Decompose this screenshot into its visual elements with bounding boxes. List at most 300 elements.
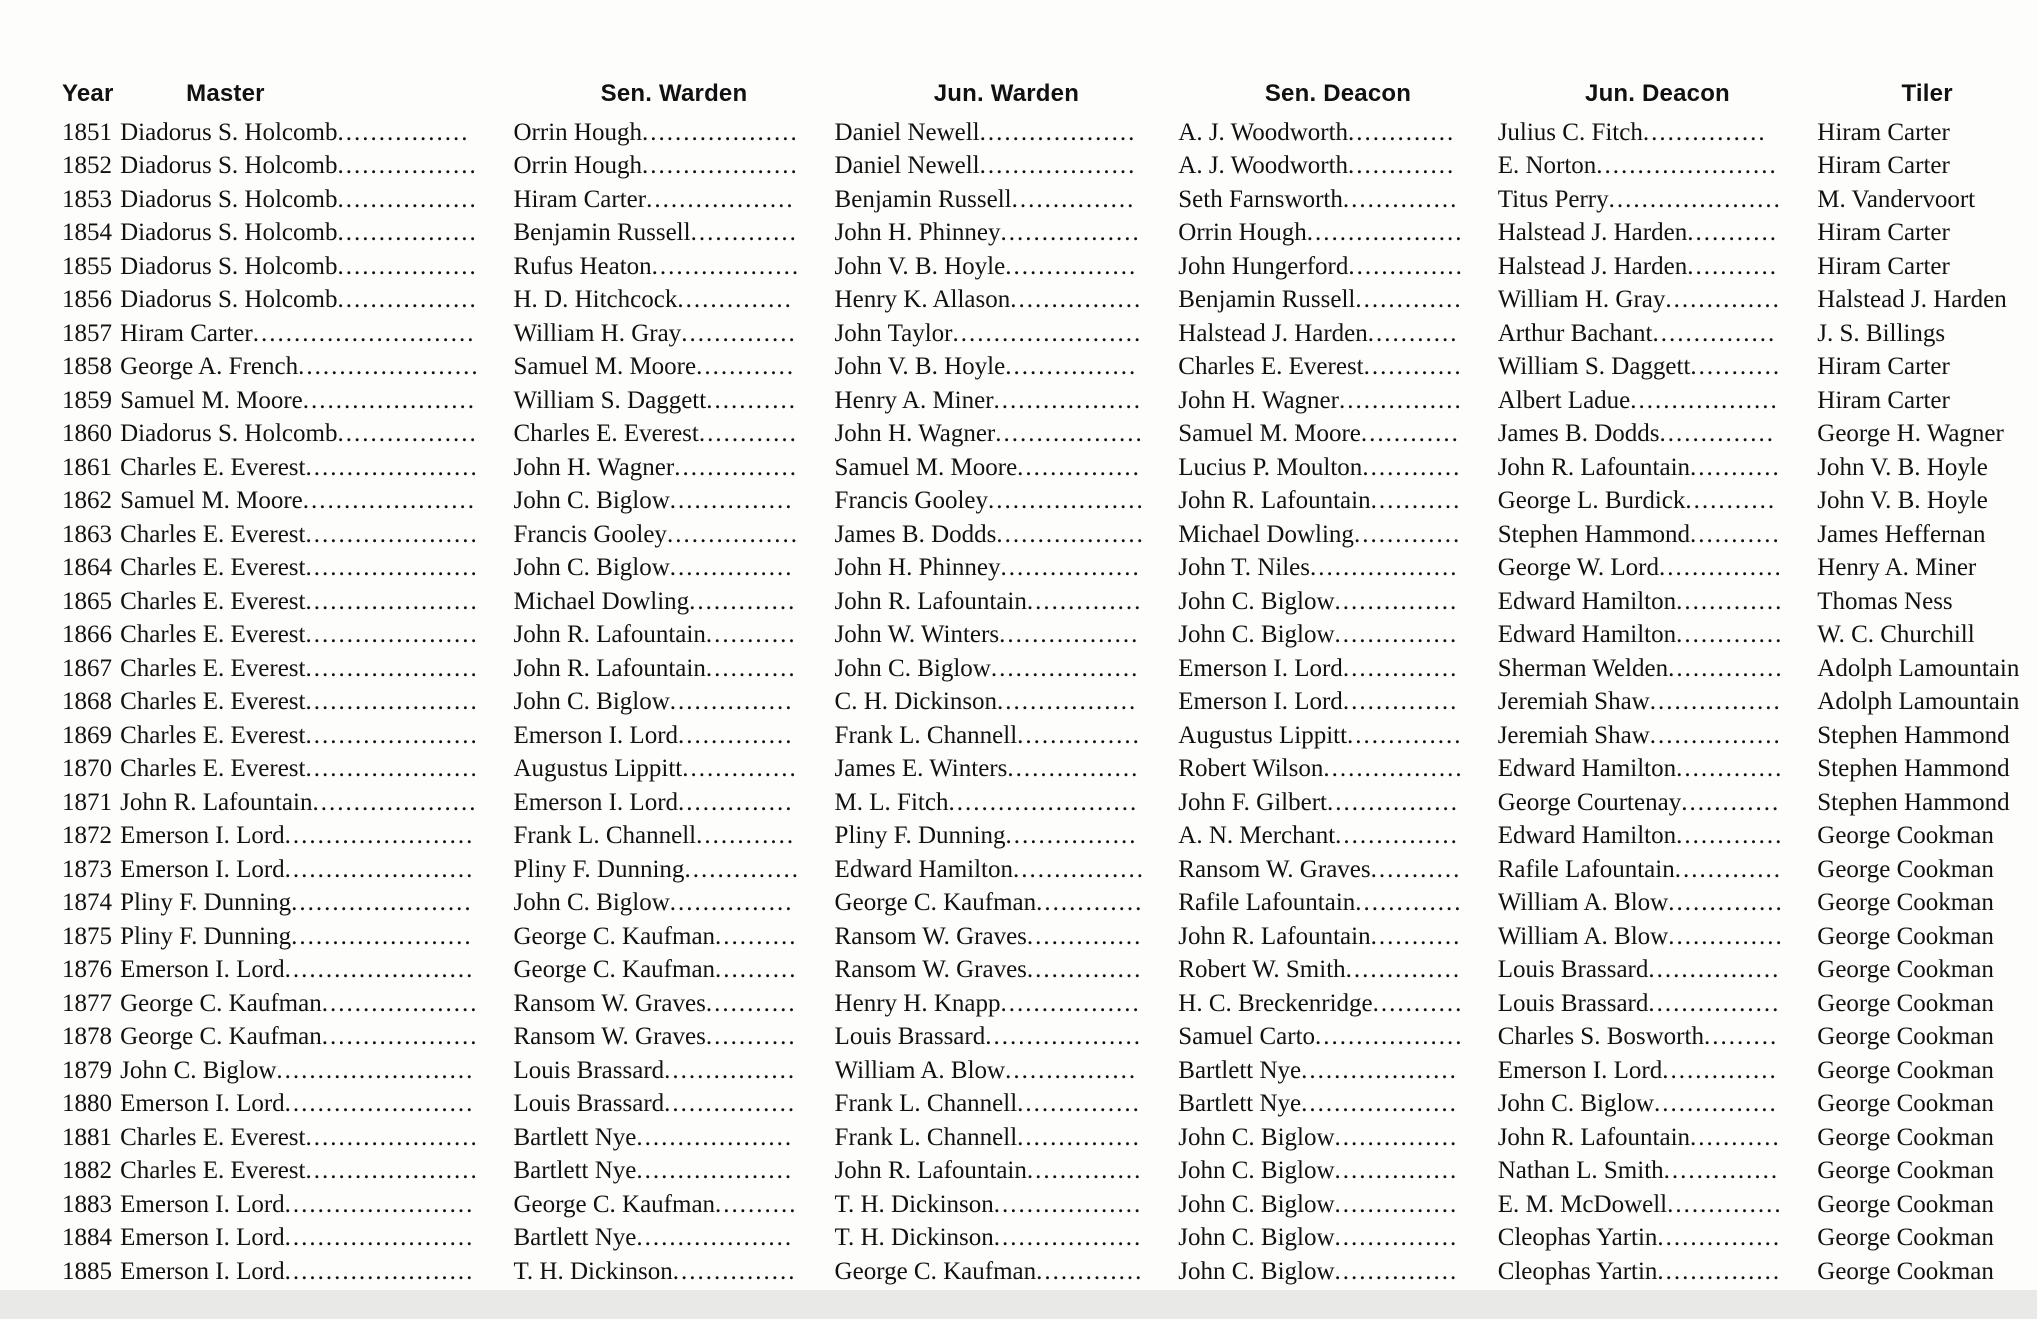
year-cell: 1871 xyxy=(62,788,112,816)
master-name: Charles E. Everest xyxy=(120,654,306,682)
master-cell xyxy=(120,1088,513,1122)
jun-warden-cell xyxy=(835,552,1179,586)
table-row xyxy=(62,351,2037,385)
table-row xyxy=(62,753,2037,787)
dot-leader: ................ xyxy=(1005,822,1138,850)
dot-leader: ................. xyxy=(1000,554,1141,582)
dot-leader: ..................... xyxy=(305,755,479,783)
jun-deacon-name: Cleophas Yartin xyxy=(1497,1224,1658,1252)
master-cell xyxy=(120,217,513,251)
dot-leader: ................. xyxy=(997,688,1138,716)
dot-leader: .................. xyxy=(1309,554,1459,582)
year-cell: 1867 xyxy=(62,654,112,682)
jun-deacon-cell xyxy=(1498,585,1818,619)
sen-warden-name: John C. Biglow xyxy=(513,688,670,716)
jun-deacon-cell xyxy=(1498,686,1818,720)
dot-leader: .............. xyxy=(1342,185,1459,213)
jun-warden-cell xyxy=(835,585,1179,619)
year-cell: 1852 xyxy=(62,152,112,180)
dot-leader: ............... xyxy=(672,1257,797,1285)
jun-deacon-cell xyxy=(1498,217,1818,251)
master-cell xyxy=(120,1155,513,1189)
jun-deacon-name: Edward Hamilton xyxy=(1497,621,1677,649)
jun-warden-cell xyxy=(835,753,1179,787)
jun-deacon-name: Titus Perry xyxy=(1497,185,1609,213)
dot-leader: ............... xyxy=(1334,587,1459,615)
tiler-cell: George Cookman xyxy=(1817,1056,1994,1084)
table-row xyxy=(62,786,2037,820)
dot-leader: .................. xyxy=(995,420,1144,448)
table-row xyxy=(62,284,2037,318)
dot-leader: ..................... xyxy=(305,520,479,548)
sen-warden-cell xyxy=(513,1021,834,1055)
jun-warden-cell xyxy=(835,619,1179,653)
jun-warden-name: John Taylor xyxy=(834,319,953,347)
dot-leader: ............... xyxy=(1338,386,1463,414)
year-cell: 1853 xyxy=(62,185,112,213)
master-cell xyxy=(120,987,513,1021)
jun-warden-cell xyxy=(835,384,1179,418)
tiler-cell: Hiram Carter xyxy=(1817,152,1950,180)
year-cell: 1851 xyxy=(62,118,112,146)
sen-warden-cell xyxy=(513,351,834,385)
jun-deacon-name: John R. Lafountain xyxy=(1497,453,1691,481)
sen-warden-cell xyxy=(513,317,834,351)
dot-leader: ..................... xyxy=(305,554,479,582)
master-name: Hiram Carter xyxy=(120,319,253,347)
jun-warden-cell xyxy=(835,485,1179,519)
jun-warden-name: James E. Winters xyxy=(834,755,1008,783)
table-row xyxy=(62,920,2037,954)
sen-deacon-name: Michael Dowling xyxy=(1178,520,1354,548)
jun-warden-name: William A. Blow xyxy=(834,1056,1006,1084)
sen-deacon-cell xyxy=(1178,384,1497,418)
sen-warden-name: William H. Gray xyxy=(513,319,682,347)
jun-deacon-name: E. M. McDowell xyxy=(1497,1190,1668,1218)
year-cell: 1878 xyxy=(62,1023,112,1051)
dot-leader: ............... xyxy=(669,889,794,917)
dot-leader: ............... xyxy=(669,688,794,716)
dot-leader: .................. xyxy=(993,1224,1143,1252)
dot-leader: ........... xyxy=(705,989,797,1017)
tiler-cell: Hiram Carter xyxy=(1817,118,1950,146)
jun-deacon-name: E. Norton xyxy=(1497,152,1597,180)
jun-warden-cell xyxy=(835,351,1179,385)
tiler-cell: George H. Wagner xyxy=(1817,420,2004,448)
dot-leader: ........... xyxy=(1685,487,1777,515)
table-row xyxy=(62,887,2037,921)
dot-leader: ............. xyxy=(1348,118,1456,146)
dot-leader: ............ xyxy=(698,420,798,448)
dot-leader: ............... xyxy=(1334,1123,1459,1151)
dot-leader: ............... xyxy=(1334,1257,1459,1285)
dot-leader: ................... xyxy=(1301,1090,1458,1118)
jun-deacon-name: George W. Lord xyxy=(1497,554,1660,582)
tiler-cell: Henry A. Miner xyxy=(1817,554,1977,582)
tiler-cell: Hiram Carter xyxy=(1817,353,1950,381)
sen-deacon-name: Rafile Lafountain xyxy=(1178,889,1356,917)
table-row xyxy=(62,719,2037,753)
jun-warden-name: Ransom W. Graves xyxy=(834,956,1027,984)
dot-leader: .............. xyxy=(1667,1190,1783,1218)
sen-warden-cell xyxy=(513,686,834,720)
sen-deacon-name: Samuel M. Moore xyxy=(1178,420,1361,448)
sen-deacon-cell xyxy=(1178,183,1497,217)
sen-warden-name: Orrin Hough xyxy=(513,118,642,146)
dot-leader: ................. xyxy=(337,219,478,247)
jun-deacon-cell xyxy=(1498,1121,1818,1155)
dot-leader: ..................... xyxy=(305,587,479,615)
master-name: Pliny F. Dunning xyxy=(120,922,292,950)
dot-leader: ................ xyxy=(1007,755,1140,783)
sen-deacon-name: Benjamin Russell xyxy=(1178,286,1356,314)
dot-leader: ....................... xyxy=(952,319,1143,347)
dot-leader: ................ xyxy=(1005,353,1138,381)
jun-deacon-name: George Courtenay xyxy=(1497,788,1682,816)
dot-leader: ................... xyxy=(321,989,479,1017)
sen-warden-cell xyxy=(513,619,834,653)
sen-deacon-cell xyxy=(1178,351,1497,385)
table-row xyxy=(62,451,2037,485)
dot-leader: .............. xyxy=(1342,654,1459,682)
sen-warden-name: George C. Kaufman xyxy=(513,956,716,984)
table-row xyxy=(62,485,2037,519)
tiler-cell: Adolph Lamountain xyxy=(1817,688,2020,716)
sen-deacon-name: John C. Biglow xyxy=(1178,1257,1335,1285)
jun-warden-cell xyxy=(835,652,1179,686)
table-row xyxy=(62,150,2037,184)
dot-leader: ................ xyxy=(666,520,799,548)
dot-leader: .................. xyxy=(993,386,1143,414)
dot-leader: ........... xyxy=(706,386,797,414)
tiler-cell: Halstead J. Harden xyxy=(1817,286,2007,314)
sen-warden-cell xyxy=(513,954,834,988)
sen-warden-name: Louis Brassard xyxy=(513,1056,665,1084)
sen-warden-name: Charles E. Everest xyxy=(513,420,699,448)
jun-warden-cell xyxy=(835,1222,1179,1256)
sen-deacon-cell xyxy=(1178,150,1497,184)
jun-deacon-cell xyxy=(1498,954,1818,988)
dot-leader: .............. xyxy=(1342,688,1459,716)
table-row xyxy=(62,384,2037,418)
dot-leader: ............. xyxy=(1348,152,1456,180)
master-name: Charles E. Everest xyxy=(120,688,306,716)
dot-leader: ................... xyxy=(979,118,1137,146)
year-cell: 1882 xyxy=(62,1157,112,1185)
dot-leader: ............... xyxy=(1011,185,1136,213)
master-name: Emerson I. Lord xyxy=(120,956,285,984)
master-name: George C. Kaufman xyxy=(120,1023,322,1051)
dot-leader: .............. xyxy=(1668,889,1784,917)
sen-deacon-cell xyxy=(1178,1088,1497,1122)
jun-warden-name: Henry H. Knapp xyxy=(834,989,1001,1017)
sen-deacon-name: John C. Biglow xyxy=(1178,587,1335,615)
sen-warden-name: Pliny F. Dunning xyxy=(513,855,685,883)
jun-deacon-cell xyxy=(1498,853,1818,887)
sen-deacon-cell xyxy=(1178,552,1497,586)
dot-leader: ..................... xyxy=(302,487,476,515)
master-name: Emerson I. Lord xyxy=(120,1190,285,1218)
dot-leader: ............ xyxy=(1681,788,1781,816)
dot-leader: ................. xyxy=(337,286,478,314)
jun-deacon-name: Arthur Bachant xyxy=(1497,319,1653,347)
tiler-cell: John V. B. Hoyle xyxy=(1817,453,1988,481)
jun-warden-cell xyxy=(835,116,1179,150)
sen-warden-cell xyxy=(513,1255,834,1289)
jun-warden-name: Francis Gooley xyxy=(834,487,988,515)
sen-deacon-name: John C. Biglow xyxy=(1178,1190,1335,1218)
sen-warden-cell xyxy=(513,853,834,887)
jun-warden-cell xyxy=(835,284,1179,318)
year-cell: 1855 xyxy=(62,252,112,280)
sen-deacon-name: Lucius P. Moulton xyxy=(1178,453,1363,481)
sen-warden-cell xyxy=(513,1222,834,1256)
year-cell: 1885 xyxy=(62,1257,112,1285)
dot-leader: ...................... xyxy=(291,922,473,950)
dot-leader: ........... xyxy=(1367,319,1459,347)
jun-deacon-cell xyxy=(1498,1054,1818,1088)
jun-warden-name: John V. B. Hoyle xyxy=(834,252,1006,280)
jun-deacon-cell xyxy=(1498,887,1818,921)
master-name: John R. Lafountain xyxy=(120,788,313,816)
tiler-cell: W. C. Churchill xyxy=(1817,621,1975,649)
jun-deacon-name: Cleophas Yartin xyxy=(1497,1257,1658,1285)
sen-warden-cell xyxy=(513,820,834,854)
sen-warden-name: Frank L. Channell xyxy=(513,822,697,850)
jun-deacon-cell xyxy=(1498,1188,1818,1222)
sen-warden-cell xyxy=(513,284,834,318)
sen-deacon-cell xyxy=(1178,887,1497,921)
year-cell: 1884 xyxy=(62,1224,112,1252)
dot-leader: ................... xyxy=(985,1023,1142,1051)
header-jun-warden: Jun. Warden xyxy=(933,80,1080,107)
dot-leader: ................... xyxy=(988,487,1145,515)
sen-deacon-name: Seth Farnsworth xyxy=(1178,185,1343,213)
sen-deacon-cell xyxy=(1178,987,1497,1021)
jun-deacon-name: Edward Hamilton xyxy=(1497,822,1677,850)
sen-warden-name: Augustus Lippitt xyxy=(513,755,683,783)
jun-warden-name: John H. Wagner xyxy=(834,420,996,448)
dot-leader: ........................ xyxy=(276,1056,475,1084)
jun-warden-name: Frank L. Channell xyxy=(834,1090,1018,1118)
dot-leader: ............... xyxy=(1017,721,1141,749)
jun-deacon-name: Julius C. Fitch xyxy=(1497,118,1643,146)
dot-leader: ..................... xyxy=(302,386,476,414)
master-cell xyxy=(120,719,513,753)
sen-deacon-name: John R. Lafountain xyxy=(1178,922,1371,950)
sen-warden-name: Bartlett Nye xyxy=(513,1123,637,1151)
sen-deacon-name: John H. Wagner xyxy=(1178,386,1339,414)
jun-warden-name: Benjamin Russell xyxy=(834,185,1012,213)
dot-leader: ............... xyxy=(1017,1123,1141,1151)
tiler-cell: Hiram Carter xyxy=(1817,386,1950,414)
dot-leader: ............. xyxy=(1676,587,1784,615)
sen-deacon-name: John T. Niles xyxy=(1178,554,1310,582)
dot-leader: .............. xyxy=(1345,956,1462,984)
sen-deacon-name: Augustus Lippitt xyxy=(1178,721,1348,749)
sen-deacon-name: Robert W. Smith xyxy=(1178,956,1346,984)
jun-deacon-name: Edward Hamilton xyxy=(1497,755,1677,783)
master-name: George A. French xyxy=(120,353,299,381)
table-row xyxy=(62,250,2037,284)
jun-warden-cell xyxy=(835,987,1179,1021)
dot-leader: ................. xyxy=(1000,219,1141,247)
jun-deacon-name: Emerson I. Lord xyxy=(1497,1056,1663,1084)
table-row xyxy=(62,1021,2037,1055)
master-cell xyxy=(120,418,513,452)
master-name: Samuel M. Moore xyxy=(120,487,303,515)
master-name: Charles E. Everest xyxy=(120,453,306,481)
sen-deacon-cell xyxy=(1178,820,1497,854)
sen-deacon-cell xyxy=(1178,217,1497,251)
tiler-cell: John V. B. Hoyle xyxy=(1817,487,1988,515)
master-cell xyxy=(120,451,513,485)
sen-warden-name: Bartlett Nye xyxy=(513,1224,637,1252)
master-cell xyxy=(120,150,513,184)
table-row xyxy=(62,1222,2037,1256)
dot-leader: ............... xyxy=(1652,319,1777,347)
dot-leader: ................ xyxy=(1010,286,1143,314)
dot-leader: ............... xyxy=(669,554,794,582)
master-name: Charles E. Everest xyxy=(120,520,306,548)
jun-deacon-name: Halstead J. Harden xyxy=(1497,252,1688,280)
master-cell xyxy=(120,820,513,854)
dot-leader: ............... xyxy=(1642,118,1767,146)
tiler-cell: Stephen Hammond xyxy=(1817,788,2010,816)
master-cell xyxy=(120,686,513,720)
tiler-cell: George Cookman xyxy=(1817,1224,1994,1252)
year-cell: 1881 xyxy=(62,1123,112,1151)
dot-leader: ............... xyxy=(1657,1257,1782,1285)
master-cell xyxy=(120,920,513,954)
dot-leader: ............. xyxy=(1676,755,1784,783)
master-name: Pliny F. Dunning xyxy=(120,889,292,917)
dot-leader: .............. xyxy=(1348,252,1464,280)
master-name: Emerson I. Lord xyxy=(120,1090,285,1118)
jun-deacon-name: William A. Blow xyxy=(1497,922,1669,950)
dot-leader: ........... xyxy=(705,654,797,682)
tiler-cell: George Cookman xyxy=(1817,1023,1994,1051)
dot-leader: ....................... xyxy=(284,1090,475,1118)
table-row xyxy=(62,987,2037,1021)
sen-warden-cell xyxy=(513,183,834,217)
sen-warden-name: John H. Wagner xyxy=(513,453,675,481)
year-cell: 1858 xyxy=(62,353,112,381)
jun-deacon-cell xyxy=(1498,451,1818,485)
table-row xyxy=(62,183,2037,217)
jun-warden-cell xyxy=(835,217,1179,251)
jun-warden-name: Frank L. Channell xyxy=(834,1123,1018,1151)
master-name: Diadorus S. Holcomb xyxy=(120,252,338,280)
officers-table xyxy=(62,72,2037,1289)
jun-deacon-cell xyxy=(1498,418,1818,452)
tiler-cell: George Cookman xyxy=(1817,989,1994,1017)
sen-deacon-name: Charles E. Everest xyxy=(1178,353,1364,381)
jun-deacon-name: Albert Ladue xyxy=(1497,386,1631,414)
year-cell: 1875 xyxy=(62,922,112,950)
sen-deacon-name: A. J. Woodworth xyxy=(1178,152,1349,180)
year-cell: 1879 xyxy=(62,1056,112,1084)
jun-warden-name: Edward Hamilton xyxy=(834,855,1013,883)
jun-deacon-name: John R. Lafountain xyxy=(1497,1123,1691,1151)
jun-warden-name: George C. Kaufman xyxy=(834,1257,1037,1285)
dot-leader: ................ xyxy=(1005,1056,1138,1084)
year-cell: 1873 xyxy=(62,855,112,883)
sen-warden-name: Michael Dowling xyxy=(513,587,690,615)
master-cell xyxy=(120,853,513,887)
jun-warden-cell xyxy=(835,1121,1179,1155)
jun-warden-cell xyxy=(835,250,1179,284)
sen-deacon-name: John C. Biglow xyxy=(1178,621,1335,649)
tiler-cell: George Cookman xyxy=(1817,956,1994,984)
table-row xyxy=(62,317,2037,351)
master-name: Charles E. Everest xyxy=(120,587,306,615)
dot-leader: ................. xyxy=(337,185,478,213)
dot-leader: .................. xyxy=(996,520,1145,548)
jun-warden-name: George C. Kaufman xyxy=(834,889,1037,917)
year-cell: 1868 xyxy=(62,688,112,716)
table-row xyxy=(62,1054,2037,1088)
tiler-cell: James Heffernan xyxy=(1817,520,1986,548)
dot-leader: .............. xyxy=(677,286,793,314)
jun-warden-cell xyxy=(835,719,1179,753)
jun-deacon-cell xyxy=(1498,1255,1818,1289)
jun-deacon-cell xyxy=(1498,652,1818,686)
jun-deacon-cell xyxy=(1498,719,1818,753)
dot-leader: ............. xyxy=(1676,822,1784,850)
master-cell xyxy=(120,552,513,586)
jun-deacon-cell xyxy=(1498,987,1818,1021)
sen-warden-cell xyxy=(513,552,834,586)
sen-deacon-name: Bartlett Nye xyxy=(1178,1056,1302,1084)
year-cell: 1870 xyxy=(62,755,112,783)
jun-deacon-cell xyxy=(1498,1088,1818,1122)
jun-deacon-name: Rafile Lafountain xyxy=(1497,855,1675,883)
dot-leader: ................ xyxy=(1649,688,1782,716)
table-body xyxy=(62,116,2037,1289)
dot-leader: ........... xyxy=(1370,922,1462,950)
dot-leader: ............... xyxy=(669,487,794,515)
sen-warden-cell xyxy=(513,585,834,619)
sen-warden-name: Bartlett Nye xyxy=(513,1157,637,1185)
dot-leader: ..................... xyxy=(305,621,479,649)
sen-warden-name: Francis Gooley xyxy=(513,520,667,548)
dot-leader: ....................... xyxy=(284,1190,475,1218)
dot-leader: ................ xyxy=(1326,788,1459,816)
master-name: Diadorus S. Holcomb xyxy=(120,185,338,213)
jun-warden-name: Frank L. Channell xyxy=(834,721,1018,749)
dot-leader: ................ xyxy=(1005,252,1138,280)
sen-warden-cell xyxy=(513,1121,834,1155)
table-row xyxy=(62,954,2037,988)
dot-leader: ........... xyxy=(1687,252,1778,280)
jun-deacon-name: Louis Brassard xyxy=(1497,989,1649,1017)
master-cell xyxy=(120,753,513,787)
dot-leader: ...................... xyxy=(291,889,473,917)
dot-leader: ............... xyxy=(1659,554,1783,582)
master-cell xyxy=(120,183,513,217)
tiler-cell: George Cookman xyxy=(1817,855,1994,883)
sen-warden-name: H. D. Hitchcock xyxy=(513,286,678,314)
dot-leader: ........................... xyxy=(252,319,476,347)
master-name: Charles E. Everest xyxy=(120,1157,306,1185)
sen-deacon-cell xyxy=(1178,585,1497,619)
master-cell xyxy=(120,485,513,519)
master-cell xyxy=(120,1255,513,1289)
sen-deacon-name: H. C. Breckenridge xyxy=(1178,989,1373,1017)
dot-leader: ............ xyxy=(696,822,796,850)
jun-warden-cell xyxy=(835,418,1179,452)
